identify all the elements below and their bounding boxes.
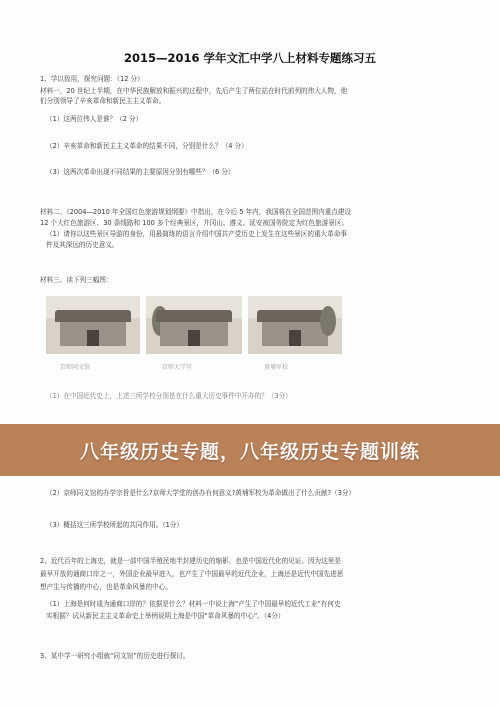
question-3-line: 3、某中学一研究小组就“同文馆”的历史进行探讨。 [40,652,190,660]
text-line: 件及其深远的历史意义。 [46,241,119,249]
photo-tongwenguan [46,296,140,354]
text-line: 12 个大红色旅游区、30 条线路和 100 多个经典景区，井冈山、遵义、延安被国务院定为红色旅游景区。 [40,219,349,227]
text-line: （3）这两次革命出现不同结果的主要原因分别有哪些？（6 分） [46,168,235,176]
banner-title: 八年级历史专题，八年级历史专题训练 [79,440,420,463]
text-line: （2）京师同文馆的办学宗旨是什么?京师大学堂的创办有何意义?黄埔军校为革命做出了什么贡献?（3分） [46,489,356,497]
photo-caption: 京师同文馆 [60,364,91,371]
photo-huangpu [248,296,342,354]
photo-daxuetang [146,296,242,354]
text-line: （3）概括这三所学校所起的共同作用。（1分） [46,521,183,529]
text-line: 实根据？试从新民主主义革命史上举例说明上海是中国“革命风暴的中心”。（4分） [46,612,285,620]
text-line: （2）辛亥革命和新民主主义革命的结果不同，分别是什么？（4 分） [46,142,248,150]
photo-caption: 京师大学堂 [162,364,193,371]
title-banner [0,424,500,476]
school-photos [46,296,342,354]
text-line: （1）在中国近代史上，上述三所学校分别是在什么重大历史事件中开办的？（3分） [46,392,292,400]
text-line: （1）请你以这些景区导游的身份，用最简练的语言介绍中国共产党历史上发生在这些景区的重大革命事 [46,230,347,238]
text-line: 想产生与传播的中心，也是革命风暴的中心。 [40,583,172,591]
photo-caption: 黄埔军校 [264,364,289,371]
text-line: （1）这两位伟人是谁？（2 分） [46,115,143,123]
text-line: 最早开放的通商口岸之一，外国企业最早进入，也产生了中国最早的近代企业，上海还是近代中国先进思 [40,570,344,578]
question-2-line: 2、近代百年的上海史，就是一部中国半殖民地半封建历史的缩影，也是中国近代化的见证。因为这里是 [40,557,341,565]
page-title: 2015—2016 学年文汇中学八上材料专题练习五 [123,51,376,65]
text-line: 材料一，20 世纪上半期，在中华民族解放和振兴的过程中，先后产生了两位站在时代前列的伟大人物，他 [40,87,348,95]
text-line: （1）上海是何时成为通商口岸的？依据是什么？材料一中说上海“产生了中国最早的近代工业”有何史 [46,600,341,608]
text-line: 材料三、读下列三幅图： [40,276,113,284]
text-line: 们分别领导了辛亥革命和新民主主义革命。 [40,97,166,105]
question-1-heading: 1、学以致用，探究问题：（12 分） [40,75,144,83]
text-line: 材料二、《2004—2010 年全国红色旅游规划纲要》中指出，在今后 5 年内，我国将在全国范围内重点建设 [40,208,352,216]
